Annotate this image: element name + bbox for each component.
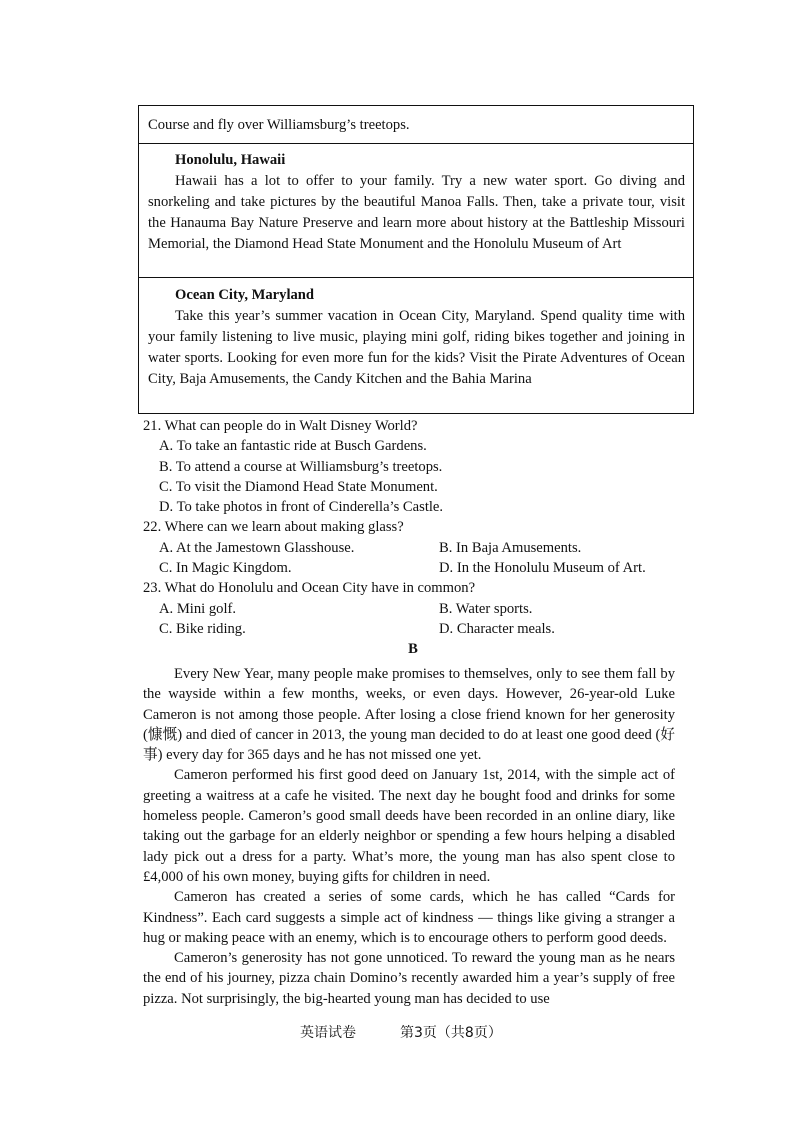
q23-option-c: C. Bike riding. xyxy=(159,620,246,637)
table-cell-course xyxy=(139,106,693,143)
table-cell-ocean-city xyxy=(139,277,693,413)
course-text: Course and fly over Williamsburg’s treetops. xyxy=(148,117,410,133)
honolulu-heading: Honolulu, Hawaii xyxy=(175,152,286,168)
reading-passage-b xyxy=(143,664,675,1009)
table-cell-honolulu xyxy=(139,143,693,277)
passage-paragraph-4: Cameron’s generosity has not gone unnoticed. To reward the young man as he nears the end of his journey, pizza chain Domino’s recently awarded him a year’s supply of free pizza. Not surprisingly, the big-hearted young man has decided to use xyxy=(143,950,675,1007)
honolulu-text: Hawaii has a lot to offer to your family. Try a new water sport. Go diving and snorkeling and take pictures by the beautiful Manoa Falls. Then, take a private tour, visit the Hanauma Bay Nature Preserve and learn more about history at the Battleship Missouri Memorial, the Diamond Head State Monument and the Honolulu Museum of Art xyxy=(148,173,685,252)
passage-paragraph-2: Cameron performed his first good deed on January 1st, 2014, with the simple act of greeting a waitress at a cafe he visited. The next day he bought food and drinks for some homeless people. Cameron’s good small deeds have been recorded in an online diary, like taking out the garbage for an elderly neighbor or spending a few hours helping a disabled lady pick out a dress for a party. What’s more, the young man has also spent close to £4,000 of his own money, buying gifts for children in need. xyxy=(143,767,675,885)
q23-option-a: A. Mini golf. xyxy=(159,600,237,617)
footer-page-number: 第3页（共8页） xyxy=(400,1025,502,1041)
questions-section xyxy=(143,416,683,660)
ocean-city-text: Take this year’s summer vacation in Ocean City, Maryland. Spend quality time with your family listening to live music, playing mini golf, riding bikes together and joining in water sports. Looking for even more fun for the kids? Visit the Pirate Adventures of Ocean City, Baja Amusements, the Candy Kitchen and the Bahia Marina xyxy=(148,308,685,387)
q21-option-c: C. To visit the Diamond Head State Monument. xyxy=(159,478,438,495)
q21-option-d: D. To take photos in front of Cinderella’s Castle. xyxy=(159,499,444,516)
q23-option-b: B. Water sports. xyxy=(439,600,533,617)
q21-option-b: B. To attend a course at Williamsburg’s treetops. xyxy=(159,458,443,475)
question-21: 21. What can people do in Walt Disney World? xyxy=(143,418,418,434)
q21-option-a: A. To take an fantastic ride at Busch Gardens. xyxy=(159,438,427,455)
footer-subject: 英语试卷 xyxy=(300,1025,356,1041)
q22-option-b: B. In Baja Amusements. xyxy=(439,539,582,556)
q22-option-a: A. At the Jamestown Glasshouse. xyxy=(159,539,355,556)
passage-paragraph-3: Cameron has created a series of some cards, which he has called “Cards for Kindness”. Each card suggests a simple act of kindness — things like giving a stranger a hug or making peace with an enemy, which is to encourage others to perform good deeds. xyxy=(143,889,675,946)
ocean-city-heading: Ocean City, Maryland xyxy=(175,287,315,303)
travel-info-table xyxy=(138,105,694,414)
passage-paragraph-1: Every New Year, many people make promises to themselves, only to see them fall by the wayside within a few months, weeks, or even days. However, 26-year-old Luke Cameron is not among those people. After losing a close friend known for her generosity (慷慨) and died of cancer in 2013, the young man decided to do at least one good deed (好事) every day for 365 days and he has not missed one yet. xyxy=(143,666,675,764)
q22-option-c: C. In Magic Kingdom. xyxy=(159,560,292,577)
question-22: 22. Where can we learn about making glass? xyxy=(143,519,404,536)
section-label-b: B xyxy=(408,641,418,658)
question-23: 23. What do Honolulu and Ocean City have in common? xyxy=(143,580,476,597)
q23-option-d: D. Character meals. xyxy=(439,620,555,637)
q22-option-d: D. In the Honolulu Museum of Art. xyxy=(439,560,646,577)
